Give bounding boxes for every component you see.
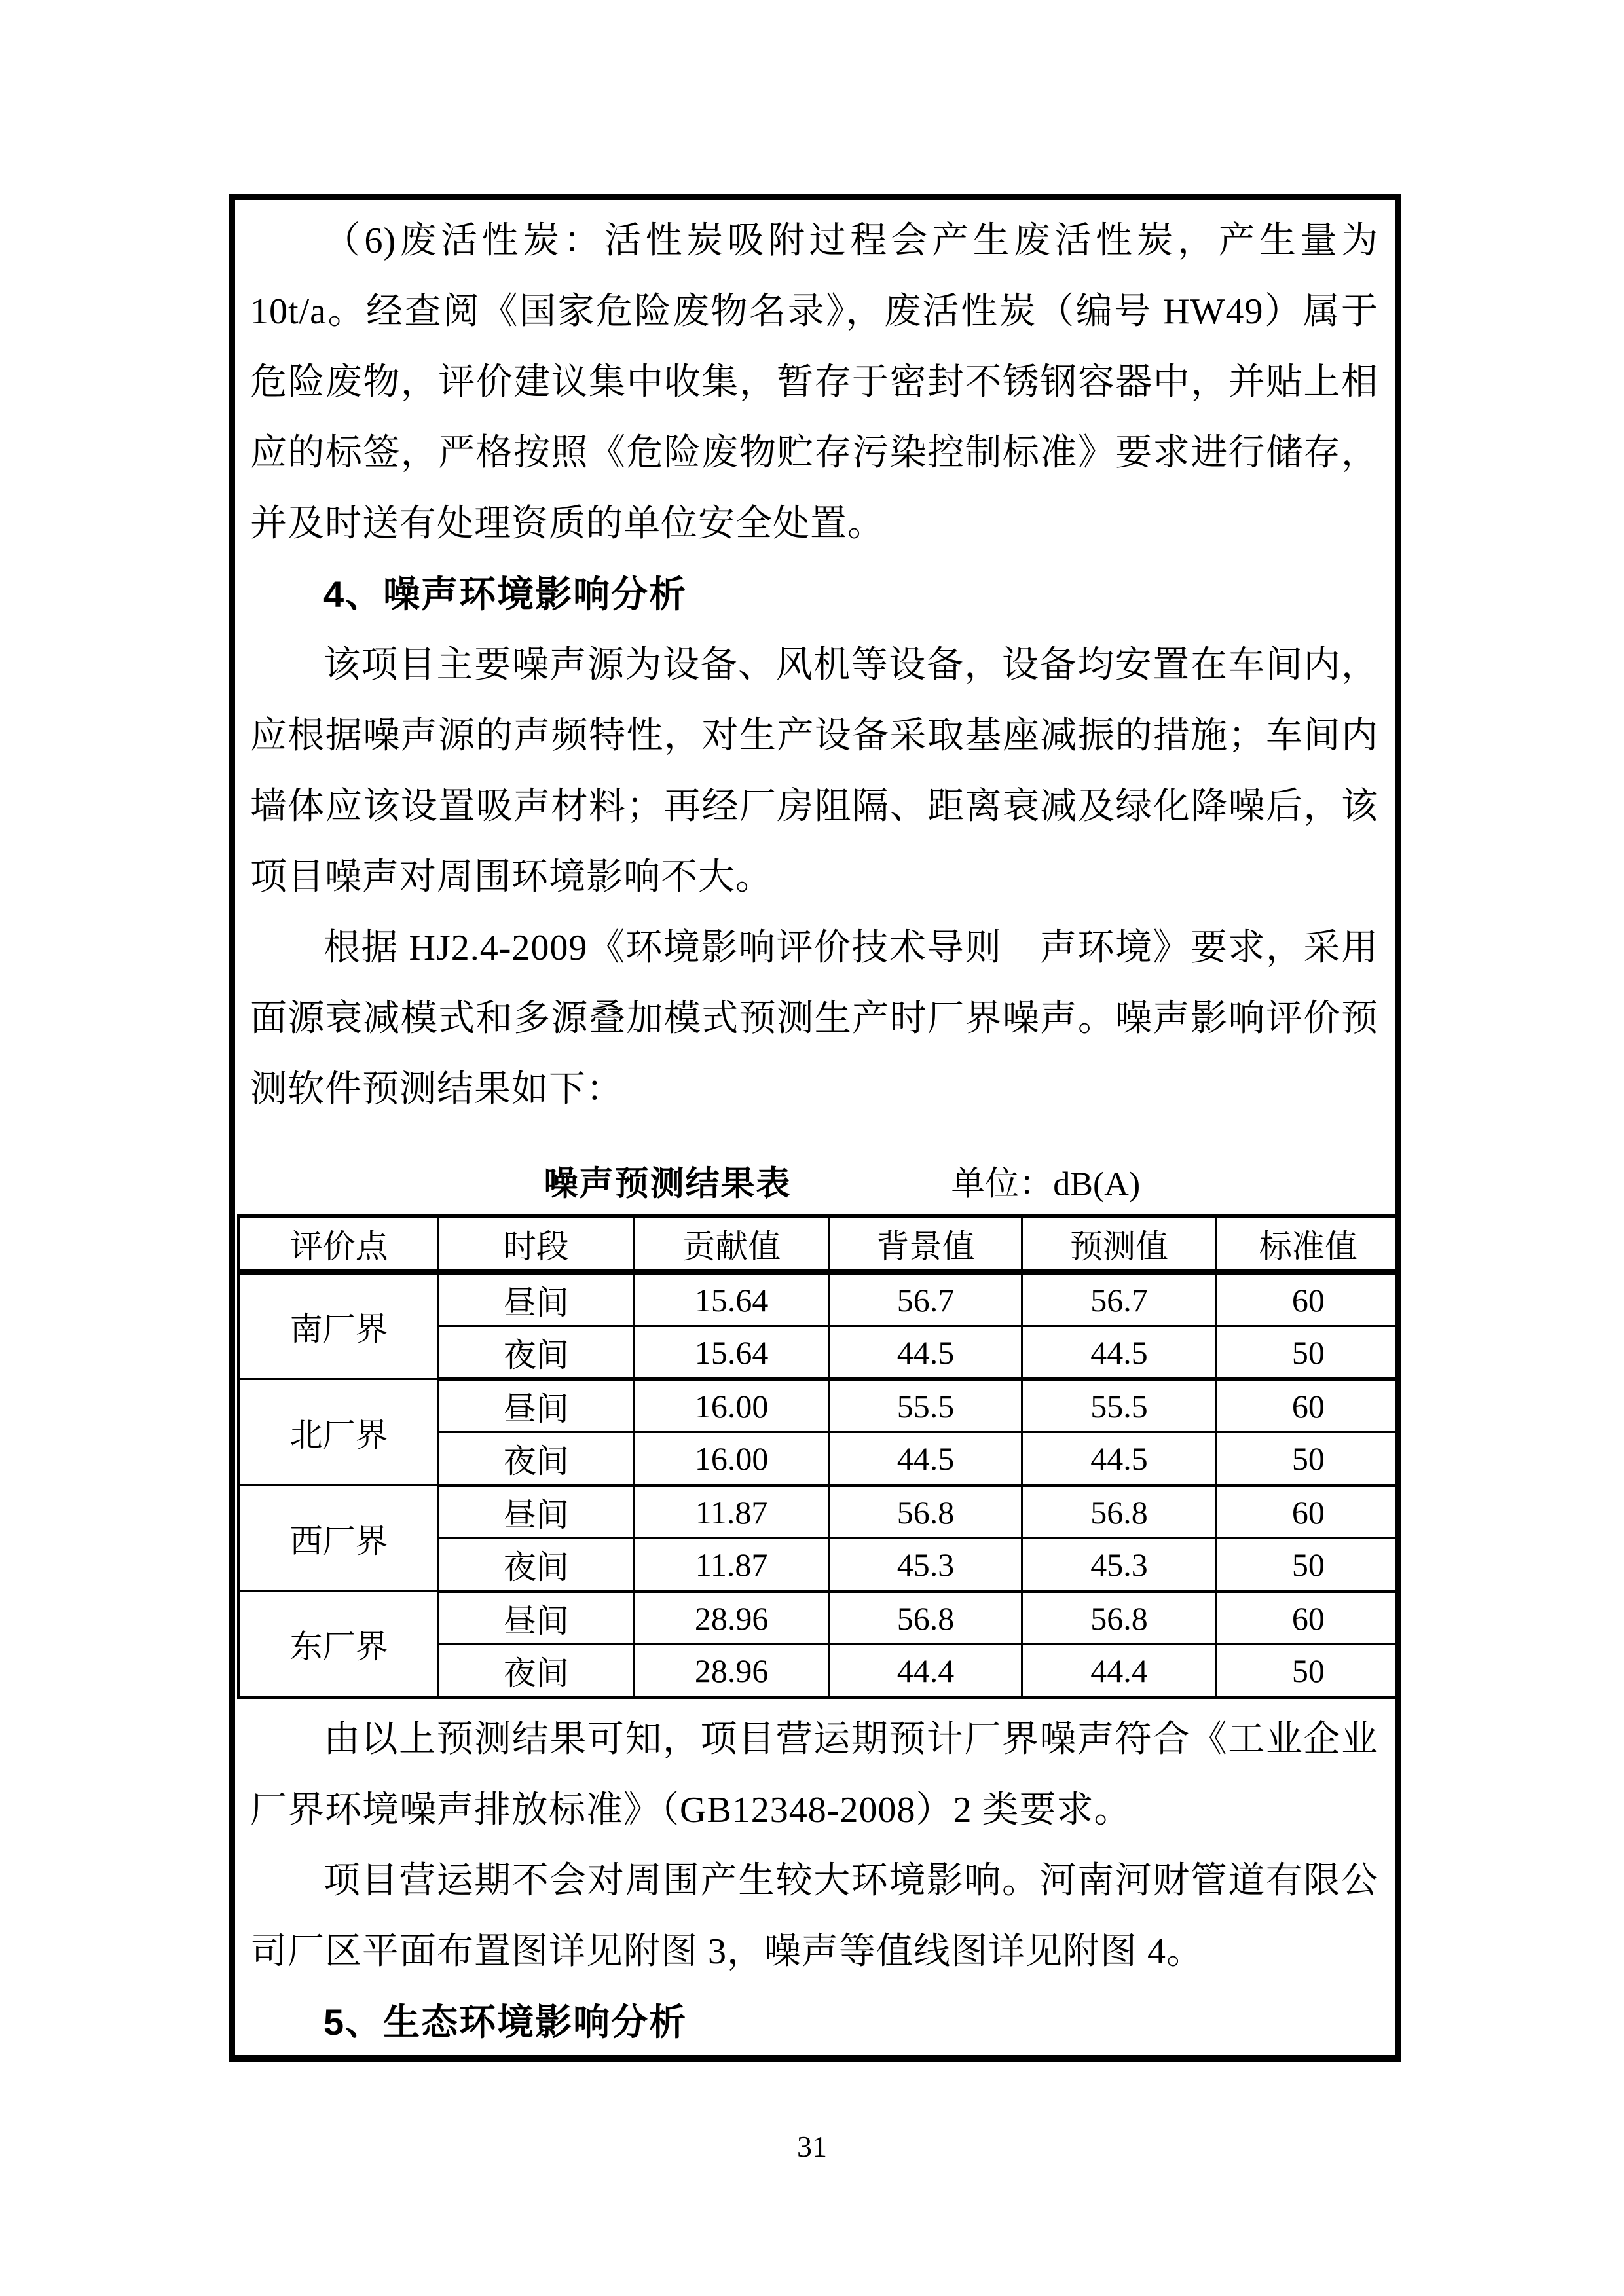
table-row	[239, 1592, 1401, 1645]
standard-cell: 50	[1216, 1326, 1401, 1379]
background-cell: 55.5	[829, 1379, 1022, 1432]
standard-cell: 50	[1216, 1645, 1401, 1698]
table-row	[239, 1485, 1401, 1539]
contribution-cell: 11.87	[634, 1539, 829, 1592]
site-cell: 西厂界	[239, 1485, 439, 1592]
background-cell: 44.5	[829, 1326, 1022, 1379]
period-cell: 夜间	[439, 1326, 634, 1379]
standard-cell: 60	[1216, 1592, 1401, 1645]
table-row	[239, 1379, 1401, 1432]
standard-cell: 60	[1216, 1379, 1401, 1432]
table-row	[239, 1272, 1401, 1326]
period-cell: 夜间	[439, 1539, 634, 1592]
contribution-cell: 28.96	[634, 1645, 829, 1698]
header-contribution: 贡献值	[634, 1216, 829, 1272]
paragraph-conclusion-standard: 由以上预测结果可知，项目营运期预计厂界噪声符合《工业企业厂界环境噪声排放标准》（GB12348-2008）2 类要求。	[250, 1719, 1378, 1831]
header-predicted: 预测值	[1022, 1216, 1216, 1272]
contribution-cell: 28.96	[634, 1592, 829, 1645]
period-cell: 昼间	[439, 1379, 634, 1432]
period-cell: 夜间	[439, 1645, 634, 1698]
page-number: 31	[797, 2130, 827, 2163]
predicted-cell: 56.7	[1022, 1272, 1216, 1326]
table-caption-line	[250, 1151, 1378, 1210]
predicted-cell: 44.4	[1022, 1645, 1216, 1698]
predicted-cell: 55.5	[1022, 1379, 1216, 1432]
contribution-cell: 11.87	[634, 1485, 829, 1539]
site-cell: 北厂界	[239, 1379, 439, 1485]
standard-cell: 60	[1216, 1272, 1401, 1326]
predicted-cell: 56.8	[1022, 1485, 1216, 1539]
table-header-row	[239, 1216, 1401, 1272]
contribution-cell: 16.00	[634, 1432, 829, 1485]
background-cell: 56.8	[829, 1592, 1022, 1645]
content-border-box	[229, 194, 1401, 2062]
heading-ecology-analysis: 5、生态环境影响分析	[323, 2001, 688, 2043]
table-title: 噪声预测结果表	[544, 1165, 792, 1203]
contribution-cell: 15.64	[634, 1326, 829, 1379]
background-cell: 44.5	[829, 1432, 1022, 1485]
standard-cell: 50	[1216, 1539, 1401, 1592]
header-standard: 标准值	[1216, 1216, 1401, 1272]
standard-cell: 50	[1216, 1432, 1401, 1485]
predicted-cell: 44.5	[1022, 1432, 1216, 1485]
predicted-cell: 44.5	[1022, 1326, 1216, 1379]
paragraph-operation-impact: 项目营运期不会对周围产生较大环境影响。河南河财管道有限公司厂区平面布置图详见附图 3，噪声等值线图详见附图 4。	[250, 1861, 1378, 1972]
period-cell: 昼间	[439, 1272, 634, 1326]
site-cell: 东厂界	[239, 1592, 439, 1698]
paragraph-prediction-method: 根据 HJ2.4-2009《环境影响评价技术导则 声环境》要求，采用面源衰减模式和多源叠加模式预测生产时厂界噪声。噪声影响评价预测软件预测结果如下：	[250, 928, 1378, 1110]
background-cell: 44.4	[829, 1645, 1022, 1698]
contribution-cell: 16.00	[634, 1379, 829, 1432]
period-cell: 昼间	[439, 1592, 634, 1645]
contribution-cell: 15.64	[634, 1272, 829, 1326]
background-cell: 45.3	[829, 1539, 1022, 1592]
header-period: 时段	[439, 1216, 634, 1272]
predicted-cell: 56.8	[1022, 1592, 1216, 1645]
standard-cell: 60	[1216, 1485, 1401, 1539]
table-unit-label: 单位：dB(A)	[951, 1165, 1141, 1203]
header-background: 背景值	[829, 1216, 1022, 1272]
background-cell: 56.7	[829, 1272, 1022, 1326]
heading-noise-analysis: 4、噪声环境影响分析	[323, 574, 688, 615]
header-evaluation-point: 评价点	[239, 1216, 439, 1272]
paragraph-noise-sources: 该项目主要噪声源为设备、风机等设备，设备均安置在车间内，应根据噪声源的声频特性，对生产设备采取基座减振的措施；车间内墙体应该设置吸声材料；再经厂房阻隔、距离衰减及绿化降噪后，该项目噪声对周围环境影响不大。	[250, 645, 1378, 898]
noise-prediction-table	[237, 1214, 1401, 1699]
background-cell: 56.8	[829, 1485, 1022, 1539]
predicted-cell: 45.3	[1022, 1539, 1216, 1592]
site-cell: 南厂界	[239, 1272, 439, 1379]
period-cell: 昼间	[439, 1485, 634, 1539]
period-cell: 夜间	[439, 1432, 634, 1485]
paragraph-waste-carbon: （6)废活性炭：活性炭吸附过程会产生废活性炭，产生量为 10t/a。经查阅《国家危险废物名录》，废活性炭（编号 HW49）属于危险废物，评价建议集中收集，暂存于密封不锈钢容器中，并贴上相应的标签，严格按照《危险废物贮存污染控制标准》要求进行储存，并及时送有处理资质的单位安全处置。	[250, 221, 1378, 544]
